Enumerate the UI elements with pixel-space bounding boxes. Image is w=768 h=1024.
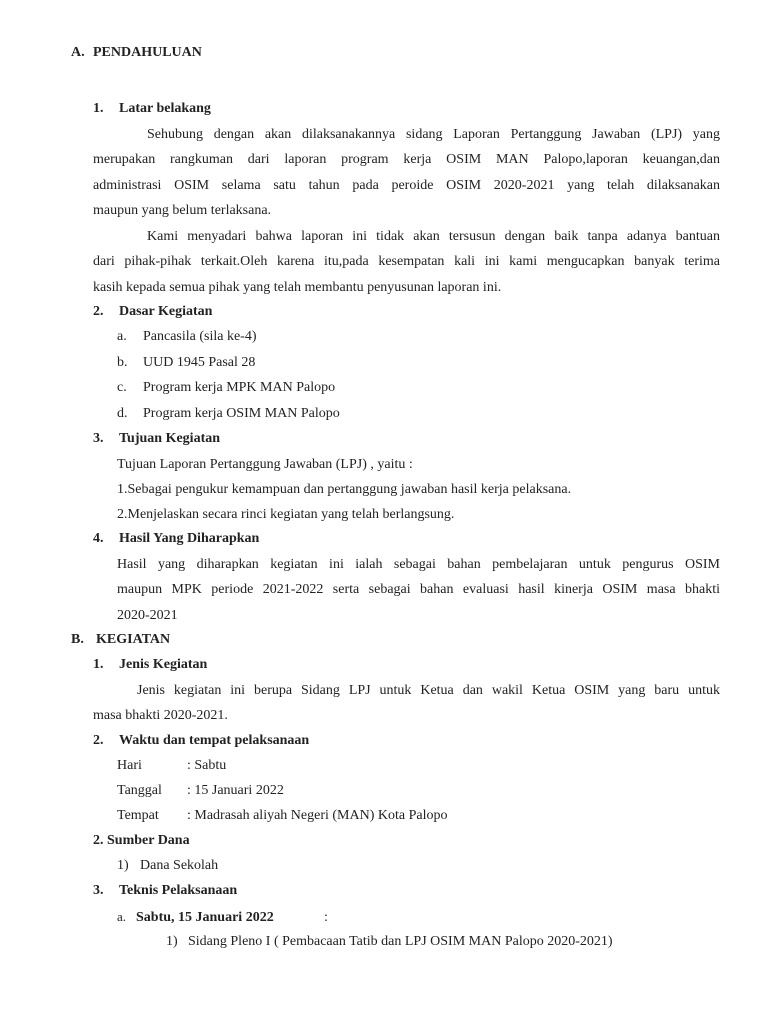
list-item	[117, 354, 255, 372]
heading-dasar-kegiatan	[93, 303, 212, 321]
detail-label: Tempat	[117, 808, 159, 823]
list-marker: 1)	[166, 934, 178, 949]
heading-latar-belakang	[93, 100, 211, 118]
paragraph-line: 2.Menjelaskan secara rinci kegiatan yang telah berlangsung.	[117, 507, 455, 522]
heading-number: 2.	[93, 304, 104, 319]
list-text: Pancasila (sila ke-4)	[143, 329, 257, 344]
paragraph-line: dari pihak-pihak terkait.Oleh karena itu,pada kesempatan kali ini kami mengucapkan banyak terima	[93, 254, 720, 269]
paragraph-line: Hasil yang diharapkan kegiatan ini ialah sebagai bahan pembelajaran untuk pengurus OSIM	[117, 557, 720, 572]
heading-text: Jenis Kegiatan	[119, 657, 208, 672]
detail-row	[117, 807, 447, 825]
heading-number: 4.	[93, 531, 104, 546]
heading-waktu-tempat	[93, 732, 309, 750]
heading-sumber-dana: 2. Sumber Dana	[93, 833, 190, 848]
heading-tujuan-kegiatan	[93, 430, 220, 448]
heading-hasil-yang-diharapkan	[93, 530, 259, 548]
section-title: KEGIATAN	[96, 632, 171, 647]
heading-teknis-pelaksanaan	[93, 882, 237, 900]
detail-label: Tanggal	[117, 783, 162, 798]
section-a-heading	[71, 44, 202, 62]
heading-text: Dasar Kegiatan	[119, 304, 213, 319]
list-item	[117, 857, 218, 875]
list-item	[166, 933, 613, 951]
section-letter: B.	[71, 632, 84, 647]
list-marker: 1)	[117, 858, 129, 873]
detail-row	[117, 782, 284, 800]
list-text: Program kerja MPK MAN Palopo	[143, 380, 336, 395]
heading-jenis-kegiatan	[93, 656, 207, 674]
list-marker: c.	[117, 380, 127, 395]
list-marker: d.	[117, 406, 128, 421]
heading-text: Teknis Pelaksanaan	[119, 883, 238, 898]
paragraph-line: masa bhakti 2020-2021.	[93, 708, 228, 723]
sub-colon: :	[324, 910, 328, 925]
paragraph-line: 1.Sebagai pengukur kemampuan dan pertanggung jawaban hasil kerja pelaksana.	[117, 482, 572, 497]
paragraph-line: Sehubung dengan akan dilaksanakannya sidang Laporan Pertanggung Jawaban (LPJ) yang	[147, 127, 720, 142]
list-text: Sidang Pleno I ( Pembacaan Tatib dan LPJ OSIM MAN Palopo 2020-2021)	[188, 934, 613, 949]
heading-text: Waktu dan tempat pelaksanaan	[119, 733, 310, 748]
sub-item-date	[117, 908, 328, 927]
heading-number: 3.	[93, 431, 104, 446]
paragraph-line: maupun yang belum terlaksana.	[93, 203, 272, 218]
detail-label: Hari	[117, 758, 142, 773]
paragraph-line: Tujuan Laporan Pertanggung Jawaban (LPJ) , yaitu :	[117, 457, 413, 472]
list-item	[117, 405, 340, 423]
detail-value: : Sabtu	[187, 758, 227, 773]
list-item	[117, 379, 335, 397]
list-text: Dana Sekolah	[140, 858, 219, 873]
heading-text: Hasil Yang Diharapkan	[119, 531, 260, 546]
paragraph-line: Kami menyadari bahwa laporan ini tidak akan tersusun dengan baik tanpa adanya bantuan	[147, 229, 720, 244]
sub-marker: a.	[117, 909, 127, 924]
list-item	[117, 328, 257, 346]
heading-text: Tujuan Kegiatan	[119, 431, 221, 446]
list-marker: a.	[117, 329, 127, 344]
heading-number: 3.	[93, 883, 104, 898]
list-text: UUD 1945 Pasal 28	[143, 355, 256, 370]
heading-number: 1.	[93, 101, 104, 116]
sub-text: Sabtu, 15 Januari 2022	[136, 910, 274, 925]
heading-number: 2.	[93, 733, 104, 748]
detail-value: : Madrasah aliyah Negeri (MAN) Kota Palopo	[187, 808, 448, 823]
paragraph-line: maupun MPK periode 2021-2022 serta sebagai bahan evaluasi hasil kinerja OSIM masa bhakti	[117, 582, 720, 597]
paragraph-line: Jenis kegiatan ini berupa Sidang LPJ untuk Ketua dan wakil Ketua OSIM yang baru untuk	[137, 683, 720, 698]
detail-row	[117, 757, 226, 775]
detail-value: : 15 Januari 2022	[187, 783, 284, 798]
paragraph-line: kasih kepada semua pihak yang telah membantu penyusunan laporan ini.	[93, 280, 502, 295]
paragraph-line: 2020-2021	[117, 608, 178, 623]
list-marker: b.	[117, 355, 128, 370]
section-b-heading	[71, 631, 170, 649]
paragraph-line: merupakan rangkuman dari laporan program kerja OSIM MAN Palopo,laporan keuangan,dan	[93, 152, 720, 167]
section-letter: A.	[71, 45, 85, 60]
heading-text: Latar belakang	[119, 101, 211, 116]
list-text: Program kerja OSIM MAN Palopo	[143, 406, 340, 421]
heading-number: 1.	[93, 657, 104, 672]
paragraph-line: administrasi OSIM selama satu tahun pada peroide OSIM 2020-2021 yang telah dilaksanakan	[93, 178, 720, 193]
section-title: PENDAHULUAN	[93, 45, 202, 60]
